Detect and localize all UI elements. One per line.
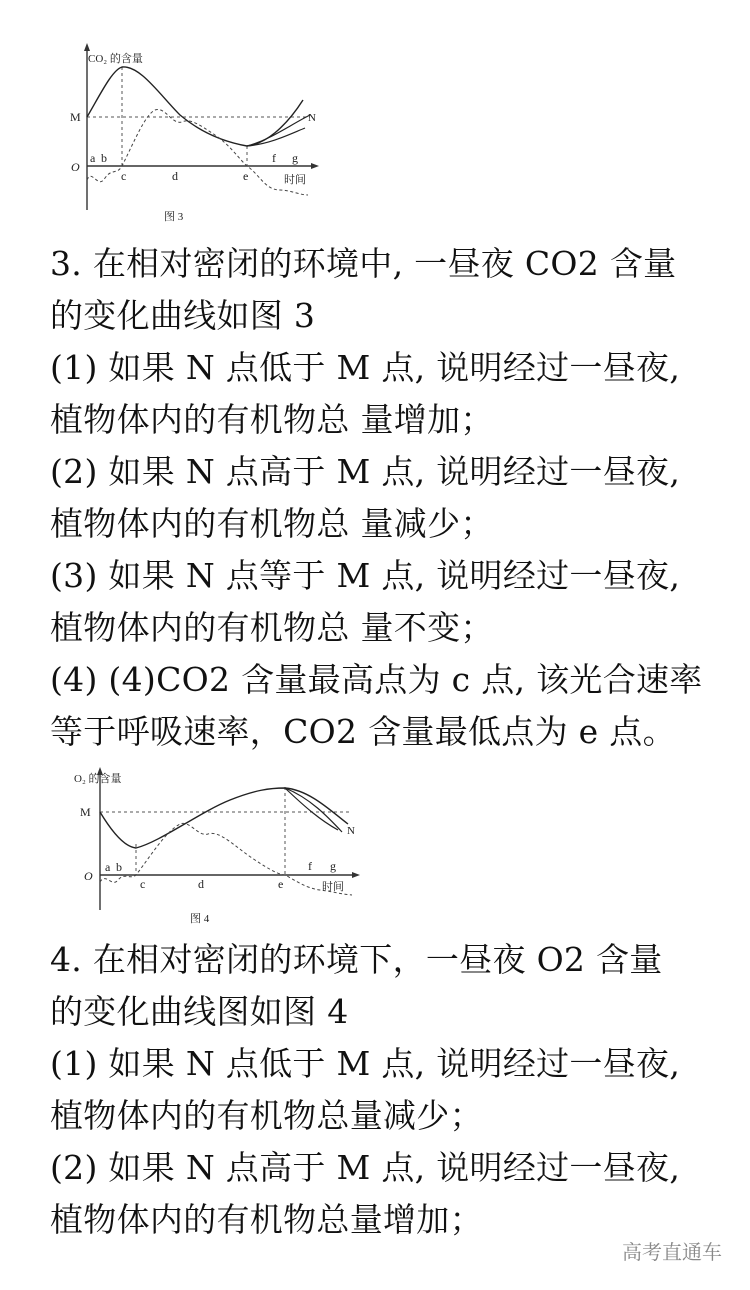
figure-3-caption: 图 3: [164, 211, 184, 223]
figure-4-g-label: g: [330, 859, 336, 873]
figure-3-m-label: M: [70, 110, 81, 124]
figure-4-caption: 图 4: [190, 913, 210, 925]
section-4-line: (2) 如果 N 点高于 M 点, 说明经过一昼夜,: [50, 1148, 681, 1187]
section-4: [50, 934, 730, 1246]
section-3-line: (1) 如果 N 点低于 M 点, 说明经过一昼夜,: [50, 348, 681, 387]
figure-4-e-label: e: [278, 877, 284, 891]
section-3-line: 3. 在相对密闭的环境中, 一昼夜 CO2 含量: [50, 244, 677, 283]
section-4-line: 植物体内的有机物总量减少；: [50, 1096, 483, 1135]
figure-4-n-label: N: [347, 825, 355, 837]
figure-4-xlabel: 时间: [322, 881, 344, 893]
figure-4-b-label: b: [116, 860, 122, 874]
figure-3-a-label: a: [90, 151, 96, 165]
figure-4-a-label: a: [105, 860, 111, 874]
figure-3-xlabel: 时间: [284, 174, 306, 186]
watermark: 高考直通车: [622, 1240, 722, 1264]
section-3: [50, 238, 730, 758]
figure-3: [60, 40, 330, 230]
figure-3-e-label: e: [243, 169, 249, 183]
section-4-line: 的变化曲线图如图 4: [50, 992, 349, 1031]
figure-4-o-label: O: [84, 869, 93, 883]
section-3-line: (4) (4)CO2 含量最高点为 c 点, 该光合速率: [50, 660, 703, 699]
section-3-line: 植物体内的有机物总 量增加；: [50, 400, 494, 439]
figure-3-c-label: c: [121, 169, 127, 183]
figure-3-ylabel: CO₂ 的含量: [88, 53, 143, 65]
figure-4-d-label: d: [198, 877, 204, 891]
figure-3-n-label: N: [308, 112, 316, 124]
section-3-line: (3) 如果 N 点等于 M 点, 说明经过一昼夜,: [50, 556, 681, 595]
section-3-line: 的变化曲线如图 3: [50, 296, 316, 335]
section-3-line: (2) 如果 N 点高于 M 点, 说明经过一昼夜,: [50, 452, 681, 491]
section-3-line: 植物体内的有机物总 量减少；: [50, 504, 494, 543]
section-4-line: (1) 如果 N 点低于 M 点, 说明经过一昼夜,: [50, 1044, 681, 1083]
figure-4: [70, 762, 370, 932]
section-3-line: 植物体内的有机物总 量不变；: [50, 608, 494, 647]
figure-4-graph: [70, 762, 370, 932]
figure-4-f-label: f: [308, 859, 312, 873]
figure-3-o-label: O: [71, 160, 80, 174]
figure-4-ylabel: O₂ 的含量: [74, 773, 122, 785]
figure-3-b-label: b: [101, 151, 107, 165]
section-3-line: 等于呼吸速率，CO2 含量最低点为 e 点。: [50, 712, 676, 751]
figure-3-graph: [60, 40, 330, 230]
figure-3-d-label: d: [172, 169, 178, 183]
figure-4-c-label: c: [140, 877, 146, 891]
figure-3-g-label: g: [292, 151, 298, 165]
section-4-line: 植物体内的有机物总量增加；: [50, 1200, 483, 1239]
figure-4-m-label: M: [80, 805, 91, 819]
section-4-line: 4. 在相对密闭的环境下，一昼夜 O2 含量: [50, 940, 663, 979]
figure-3-f-label: f: [272, 151, 276, 165]
